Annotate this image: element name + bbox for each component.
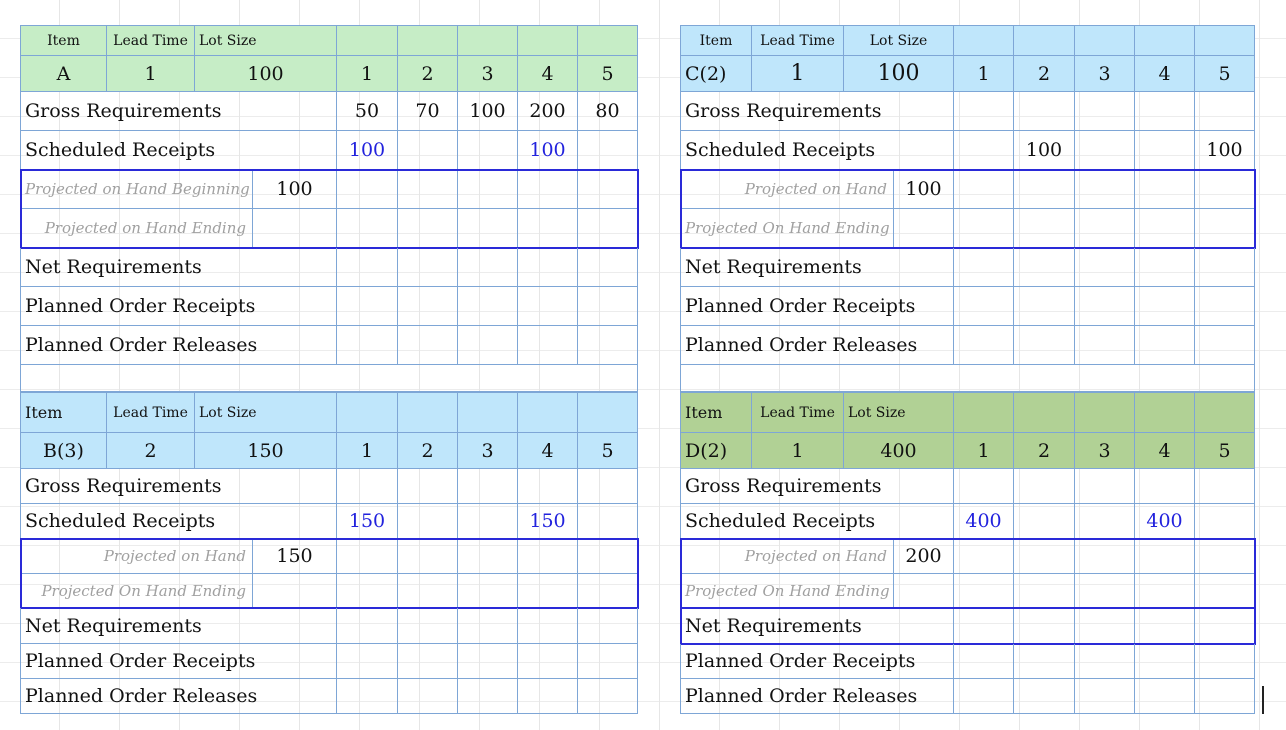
- period-1[interactable]: 1: [954, 433, 1014, 469]
- scheduled-cell[interactable]: [1075, 504, 1135, 539]
- scheduled-cell[interactable]: [578, 131, 638, 170]
- poh-ending-value[interactable]: [253, 209, 337, 248]
- period-3[interactable]: 3: [1075, 56, 1135, 92]
- header-cell[interactable]: [1135, 25, 1195, 56]
- header-lead-time-label: Lead Time: [752, 392, 844, 433]
- net-requirements-label: Net Requirements: [20, 248, 337, 287]
- header-cell[interactable]: [398, 25, 458, 56]
- porl-cell[interactable]: [1135, 679, 1195, 714]
- gross-cell[interactable]: [1075, 469, 1135, 504]
- porl-cell[interactable]: [578, 679, 638, 714]
- poh-cell[interactable]: [1135, 170, 1195, 209]
- header-item-label: Item: [20, 392, 107, 433]
- gross-cell[interactable]: [954, 469, 1014, 504]
- lead-time-value[interactable]: 1: [752, 56, 844, 92]
- poh-ending-value[interactable]: [253, 574, 337, 608]
- planned-order-releases-label: Planned Order Releases: [20, 679, 337, 714]
- gross-cell[interactable]: [1195, 469, 1255, 504]
- por-cell[interactable]: [1135, 644, 1195, 679]
- scheduled-cell[interactable]: [954, 131, 1014, 170]
- net-cell[interactable]: [1075, 248, 1135, 287]
- planned-order-receipts-label: Planned Order Receipts: [680, 644, 954, 679]
- scheduled-cell[interactable]: [398, 131, 458, 170]
- poh-cell[interactable]: [1135, 539, 1195, 574]
- header-cell[interactable]: [1135, 392, 1195, 433]
- lead-time-value[interactable]: 1: [752, 433, 844, 469]
- poh-ending-label: Projected On Hand Ending: [20, 574, 253, 608]
- net-cell[interactable]: [398, 248, 458, 287]
- net-cell[interactable]: [518, 248, 578, 287]
- header-cell[interactable]: [1075, 392, 1135, 433]
- net-cell[interactable]: [1014, 608, 1075, 644]
- porl-cell[interactable]: [1195, 326, 1255, 365]
- header-cell[interactable]: [1014, 25, 1075, 56]
- net-requirements-label: Net Requirements: [680, 608, 954, 644]
- scheduled-cell[interactable]: 100: [337, 131, 398, 170]
- header-lead-time-label: Lead Time: [107, 25, 195, 56]
- item-name[interactable]: C(2): [680, 56, 752, 92]
- poh-beginning-value[interactable]: 150: [253, 539, 337, 574]
- period-3[interactable]: 3: [458, 433, 518, 469]
- planned-order-releases-label: Planned Order Releases: [20, 326, 337, 365]
- net-cell[interactable]: [337, 608, 398, 644]
- item-name[interactable]: A: [20, 56, 107, 92]
- scheduled-cell[interactable]: [458, 131, 518, 170]
- scheduled-cell[interactable]: [398, 504, 458, 539]
- header-lot-size-label: Lot Size: [844, 25, 954, 56]
- poh-beginning-label: Projected on Hand: [680, 170, 894, 209]
- header-cell[interactable]: [458, 392, 518, 433]
- period-4[interactable]: 4: [1135, 433, 1195, 469]
- period-4[interactable]: 4: [1135, 56, 1195, 92]
- poh-cell[interactable]: [954, 539, 1014, 574]
- net-cell[interactable]: [1075, 608, 1135, 644]
- poh-cell[interactable]: [954, 170, 1014, 209]
- header-cell[interactable]: [337, 392, 398, 433]
- porl-cell[interactable]: [1014, 326, 1075, 365]
- por-cell[interactable]: [1075, 287, 1135, 326]
- scheduled-receipts-label: Scheduled Receipts: [20, 131, 337, 170]
- gross-requirements-label: Gross Requirements: [20, 469, 337, 504]
- poh-cell[interactable]: [1195, 539, 1255, 574]
- gross-cell[interactable]: [337, 469, 398, 504]
- spacer-row[interactable]: [680, 365, 1255, 392]
- header-cell[interactable]: [337, 25, 398, 56]
- poh-ending-cell[interactable]: [337, 574, 398, 608]
- por-cell[interactable]: [578, 287, 638, 326]
- gross-cell[interactable]: 200: [518, 92, 578, 131]
- por-cell[interactable]: [398, 287, 458, 326]
- lead-time-value[interactable]: 2: [107, 433, 195, 469]
- net-cell[interactable]: [458, 608, 518, 644]
- gross-cell[interactable]: [1014, 469, 1075, 504]
- poh-cell[interactable]: [337, 539, 398, 574]
- gross-cell[interactable]: [398, 469, 458, 504]
- poh-ending-cell[interactable]: [954, 574, 1014, 608]
- lot-size-value[interactable]: 150: [195, 433, 337, 469]
- porl-cell[interactable]: [1075, 326, 1135, 365]
- net-cell[interactable]: [518, 608, 578, 644]
- net-cell[interactable]: [578, 608, 638, 644]
- gross-cell[interactable]: [1075, 92, 1135, 131]
- porl-cell[interactable]: [398, 679, 458, 714]
- poh-ending-cell[interactable]: [458, 574, 518, 608]
- scheduled-cell[interactable]: 150: [518, 504, 578, 539]
- por-cell[interactable]: [458, 644, 518, 679]
- poh-ending-value[interactable]: [894, 574, 954, 608]
- header-cell[interactable]: [578, 392, 638, 433]
- net-cell[interactable]: [954, 248, 1014, 287]
- poh-ending-cell[interactable]: [1075, 574, 1135, 608]
- poh-ending-cell[interactable]: [1135, 574, 1195, 608]
- period-2[interactable]: 2: [398, 56, 458, 92]
- header-cell[interactable]: [1014, 392, 1075, 433]
- text-cursor: [1262, 686, 1264, 714]
- gross-cell[interactable]: [578, 469, 638, 504]
- net-cell[interactable]: [398, 608, 458, 644]
- porl-cell[interactable]: [954, 679, 1014, 714]
- period-2[interactable]: 2: [1014, 56, 1075, 92]
- header-lot-size-label: Lot Size: [195, 25, 337, 56]
- porl-cell[interactable]: [518, 679, 578, 714]
- lot-size-value[interactable]: 100: [844, 56, 954, 92]
- por-cell[interactable]: [518, 644, 578, 679]
- poh-beginning-value[interactable]: 200: [894, 539, 954, 574]
- header-cell[interactable]: [518, 392, 578, 433]
- planned-order-receipts-label: Planned Order Receipts: [20, 644, 337, 679]
- poh-ending-cell[interactable]: [518, 574, 578, 608]
- gross-requirements-label: Gross Requirements: [680, 92, 954, 131]
- period-1[interactable]: 1: [337, 433, 398, 469]
- net-cell[interactable]: [1195, 608, 1255, 644]
- poh-ending-cell[interactable]: [398, 574, 458, 608]
- scheduled-cell[interactable]: [1014, 504, 1075, 539]
- poh-ending-label: Projected on Hand Ending: [20, 209, 253, 248]
- planned-order-releases-label: Planned Order Releases: [680, 679, 954, 714]
- gross-cell[interactable]: [1014, 92, 1075, 131]
- header-item-label: Item: [680, 25, 752, 56]
- header-cell[interactable]: [518, 25, 578, 56]
- poh-cell[interactable]: [518, 170, 578, 209]
- net-cell[interactable]: [458, 248, 518, 287]
- scheduled-cell[interactable]: 150: [337, 504, 398, 539]
- net-requirements-label: Net Requirements: [20, 608, 337, 644]
- poh-cell[interactable]: [337, 170, 398, 209]
- period-2[interactable]: 2: [398, 433, 458, 469]
- period-5[interactable]: 5: [1195, 433, 1255, 469]
- net-cell[interactable]: [578, 248, 638, 287]
- porl-cell[interactable]: [458, 326, 518, 365]
- header-cell[interactable]: [1195, 25, 1255, 56]
- scheduled-cell[interactable]: 100: [1195, 131, 1255, 170]
- header-item-label: Item: [680, 392, 752, 433]
- poh-beginning-label: Projected on Hand: [20, 539, 253, 574]
- poh-ending-label: Projected On Hand Ending: [680, 574, 894, 608]
- lead-time-value[interactable]: 1: [107, 56, 195, 92]
- period-3[interactable]: 3: [458, 56, 518, 92]
- period-5[interactable]: 5: [578, 433, 638, 469]
- gross-cell[interactable]: 50: [337, 92, 398, 131]
- header-cell[interactable]: [578, 25, 638, 56]
- por-cell[interactable]: [954, 287, 1014, 326]
- scheduled-cell[interactable]: [458, 504, 518, 539]
- header-lead-time-label: Lead Time: [107, 392, 195, 433]
- por-cell[interactable]: [337, 287, 398, 326]
- porl-cell[interactable]: [954, 326, 1014, 365]
- poh-cell[interactable]: [458, 170, 518, 209]
- poh-ending-cell[interactable]: [398, 209, 458, 248]
- poh-cell[interactable]: [458, 539, 518, 574]
- header-cell[interactable]: [954, 25, 1014, 56]
- gross-cell[interactable]: [1135, 92, 1195, 131]
- porl-cell[interactable]: [1135, 326, 1195, 365]
- scheduled-cell[interactable]: [1195, 504, 1255, 539]
- net-cell[interactable]: [1135, 608, 1195, 644]
- lot-size-value[interactable]: 400: [844, 433, 954, 469]
- por-cell[interactable]: [337, 644, 398, 679]
- net-cell[interactable]: [954, 608, 1014, 644]
- poh-cell[interactable]: [1075, 170, 1135, 209]
- scheduled-cell[interactable]: 100: [518, 131, 578, 170]
- net-cell[interactable]: [1135, 248, 1195, 287]
- gross-cell[interactable]: [1195, 92, 1255, 131]
- poh-ending-cell[interactable]: [578, 209, 638, 248]
- net-cell[interactable]: [1014, 248, 1075, 287]
- porl-cell[interactable]: [578, 326, 638, 365]
- poh-cell[interactable]: [398, 170, 458, 209]
- poh-ending-cell[interactable]: [1195, 209, 1255, 248]
- gross-requirements-label: Gross Requirements: [680, 469, 954, 504]
- gross-cell[interactable]: 70: [398, 92, 458, 131]
- spacer-row[interactable]: [20, 365, 638, 392]
- planned-order-receipts-label: Planned Order Receipts: [20, 287, 337, 326]
- poh-cell[interactable]: [578, 539, 638, 574]
- gross-cell[interactable]: 80: [578, 92, 638, 131]
- header-cell[interactable]: [1195, 392, 1255, 433]
- scheduled-cell[interactable]: 400: [1135, 504, 1195, 539]
- period-5[interactable]: 5: [578, 56, 638, 92]
- scheduled-receipts-label: Scheduled Receipts: [680, 504, 954, 539]
- poh-cell[interactable]: [1195, 170, 1255, 209]
- gross-cell[interactable]: 100: [458, 92, 518, 131]
- por-cell[interactable]: [1195, 644, 1255, 679]
- scheduled-cell[interactable]: 100: [1014, 131, 1075, 170]
- por-cell[interactable]: [518, 287, 578, 326]
- por-cell[interactable]: [398, 644, 458, 679]
- poh-ending-cell[interactable]: [518, 209, 578, 248]
- poh-ending-cell[interactable]: [1195, 574, 1255, 608]
- poh-ending-value[interactable]: [894, 209, 954, 248]
- poh-ending-label: Projected On Hand Ending: [680, 209, 894, 248]
- poh-cell[interactable]: [1014, 170, 1075, 209]
- porl-cell[interactable]: [337, 679, 398, 714]
- period-5[interactable]: 5: [1195, 56, 1255, 92]
- item-name[interactable]: B(3): [20, 433, 107, 469]
- header-cell[interactable]: [1075, 25, 1135, 56]
- porl-cell[interactable]: [518, 326, 578, 365]
- planned-order-receipts-label: Planned Order Receipts: [680, 287, 954, 326]
- period-2[interactable]: 2: [1014, 433, 1075, 469]
- poh-cell[interactable]: [398, 539, 458, 574]
- period-4[interactable]: 4: [518, 56, 578, 92]
- por-cell[interactable]: [578, 644, 638, 679]
- header-lot-size-label: Lot Size: [195, 392, 337, 433]
- por-cell[interactable]: [458, 287, 518, 326]
- header-cell[interactable]: [398, 392, 458, 433]
- header-cell[interactable]: [458, 25, 518, 56]
- item-name[interactable]: D(2): [680, 433, 752, 469]
- scheduled-cell[interactable]: [578, 504, 638, 539]
- poh-cell[interactable]: [578, 170, 638, 209]
- period-1[interactable]: 1: [337, 56, 398, 92]
- poh-ending-cell[interactable]: [1014, 574, 1075, 608]
- net-requirements-label: Net Requirements: [680, 248, 954, 287]
- poh-ending-cell[interactable]: [337, 209, 398, 248]
- poh-ending-cell[interactable]: [1014, 209, 1075, 248]
- planned-order-releases-label: Planned Order Releases: [680, 326, 954, 365]
- gross-requirements-label: Gross Requirements: [20, 92, 337, 131]
- gross-cell[interactable]: [954, 92, 1014, 131]
- por-cell[interactable]: [1195, 287, 1255, 326]
- net-cell[interactable]: [337, 248, 398, 287]
- poh-cell[interactable]: [1014, 539, 1075, 574]
- porl-cell[interactable]: [1075, 679, 1135, 714]
- period-4[interactable]: 4: [518, 433, 578, 469]
- header-cell[interactable]: [954, 392, 1014, 433]
- poh-beginning-label: Projected on Hand: [680, 539, 894, 574]
- scheduled-receipts-label: Scheduled Receipts: [680, 131, 954, 170]
- porl-cell[interactable]: [1195, 679, 1255, 714]
- porl-cell[interactable]: [398, 326, 458, 365]
- poh-ending-cell[interactable]: [578, 574, 638, 608]
- period-3[interactable]: 3: [1075, 433, 1135, 469]
- porl-cell[interactable]: [1014, 679, 1075, 714]
- scheduled-cell[interactable]: [1135, 131, 1195, 170]
- por-cell[interactable]: [1135, 287, 1195, 326]
- poh-cell[interactable]: [518, 539, 578, 574]
- scheduled-receipts-label: Scheduled Receipts: [20, 504, 337, 539]
- poh-cell[interactable]: [1075, 539, 1135, 574]
- header-lot-size-label: Lot Size: [844, 392, 954, 433]
- poh-ending-cell[interactable]: [458, 209, 518, 248]
- poh-beginning-label: Projected on Hand Beginning: [20, 170, 253, 209]
- header-item-label: Item: [20, 25, 107, 56]
- porl-cell[interactable]: [458, 679, 518, 714]
- gross-cell[interactable]: [458, 469, 518, 504]
- por-cell[interactable]: [1014, 287, 1075, 326]
- poh-ending-cell[interactable]: [954, 209, 1014, 248]
- poh-ending-cell[interactable]: [1135, 209, 1195, 248]
- header-lead-time-label: Lead Time: [752, 25, 844, 56]
- scheduled-cell[interactable]: [1075, 131, 1135, 170]
- scheduled-cell[interactable]: 400: [954, 504, 1014, 539]
- por-cell[interactable]: [954, 644, 1014, 679]
- poh-ending-cell[interactable]: [1075, 209, 1135, 248]
- porl-cell[interactable]: [337, 326, 398, 365]
- por-cell[interactable]: [1075, 644, 1135, 679]
- lot-size-value[interactable]: 100: [195, 56, 337, 92]
- period-1[interactable]: 1: [954, 56, 1014, 92]
- gross-cell[interactable]: [1135, 469, 1195, 504]
- por-cell[interactable]: [1014, 644, 1075, 679]
- net-cell[interactable]: [1195, 248, 1255, 287]
- poh-beginning-value[interactable]: 100: [253, 170, 337, 209]
- poh-beginning-value[interactable]: 100: [894, 170, 954, 209]
- gross-cell[interactable]: [518, 469, 578, 504]
